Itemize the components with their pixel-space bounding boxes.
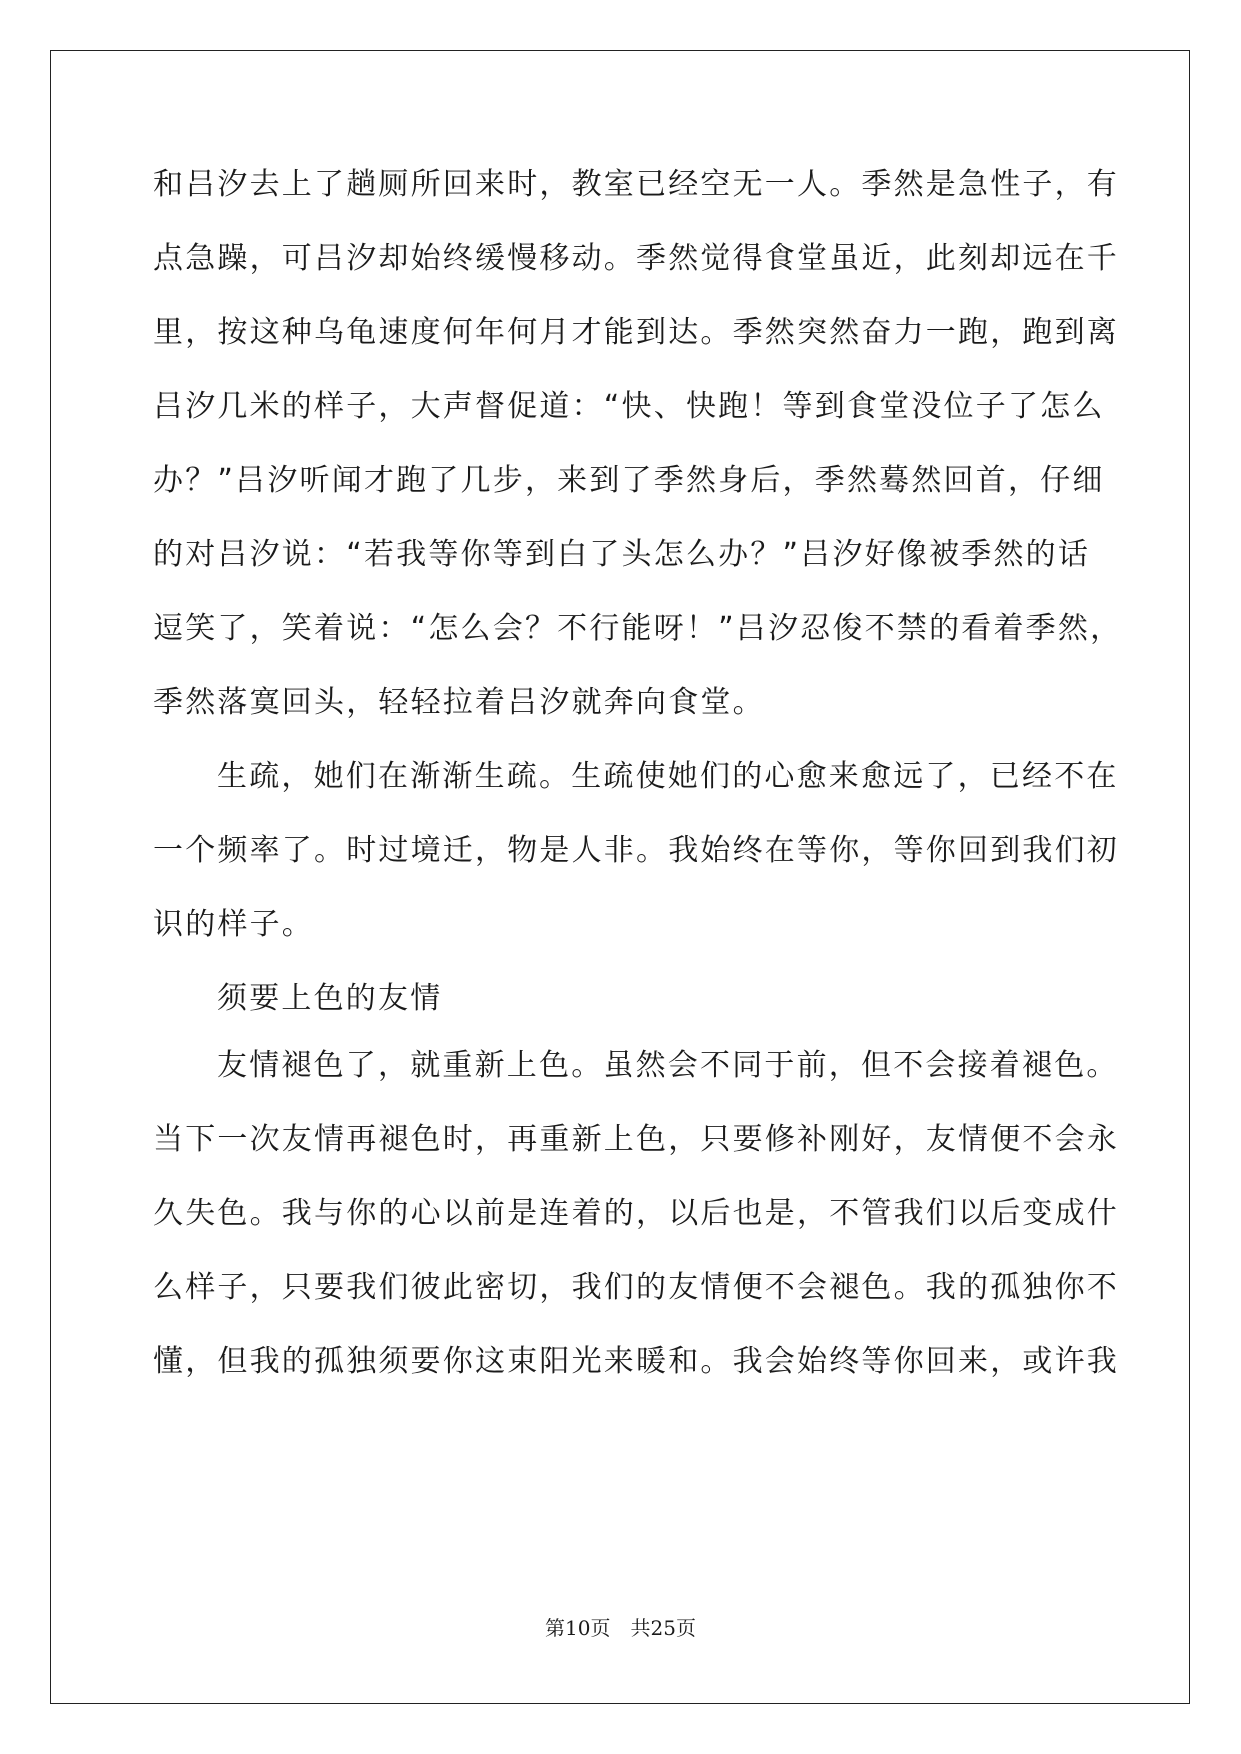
text-line: 一个频率了。时过境迁，物是人非。我始终在等你，等你回到我们初 [153, 833, 1119, 868]
text-line: 办？”吕汐听闻才跑了几步，来到了季然身后，季然蓦然回首，仔细 [153, 463, 1105, 498]
document-body [153, 165, 1123, 1416]
text-line: 和吕汐去上了趟厕所回来时，教室已经空无一人。季然是急性子，有 [153, 167, 1119, 202]
paragraph-start-line: 生疏，她们在渐渐生疏。生疏使她们的心愈来愈远了，已经不在 [217, 759, 1119, 794]
text-line: 的对吕汐说：“若我等你等到白了头怎么办？”吕汐好像被季然的话 [153, 537, 1091, 572]
text-line: 久失色。我与你的心以前是连着的，以后也是，不管我们以后变成什 [153, 1196, 1119, 1231]
text-line: 逗笑了，笑着说：“怎么会？不行能呀！”吕汐忍俊不禁的看着季然， [153, 611, 1123, 646]
section-heading: 须要上色的友情 [217, 981, 443, 1016]
page-footer [0, 1614, 1241, 1642]
text-line: 里，按这种乌龟速度何年何月才能到达。季然突然奋力一跑，跑到离 [153, 315, 1119, 350]
paragraph-start-line: 友情褪色了，就重新上色。虽然会不同于前，但不会接着褪色。 [217, 1048, 1119, 1083]
text-line: 点急躁，可吕汐却始终缓慢移动。季然觉得食堂虽近，此刻却远在千 [153, 241, 1119, 276]
text-line: 吕汐几米的样子，大声督促道：“快、快跑！等到食堂没位子了怎么 [153, 389, 1105, 424]
text-line: 懂，但我的孤独须要你这束阳光来暖和。我会始终等你回来，或许我 [153, 1344, 1119, 1379]
page-number: 第10页 [545, 1616, 611, 1640]
text-line: 识的样子。 [153, 907, 314, 942]
text-line: 季然落寞回头，轻轻拉着吕汐就奔向食堂。 [153, 685, 765, 720]
text-line: 当下一次友情再褪色时，再重新上色，只要修补刚好，友情便不会永 [153, 1122, 1119, 1157]
text-line: 么样子，只要我们彼此密切，我们的友情便不会褪色。我的孤独你不 [153, 1270, 1119, 1305]
page-total: 共25页 [630, 1616, 696, 1640]
